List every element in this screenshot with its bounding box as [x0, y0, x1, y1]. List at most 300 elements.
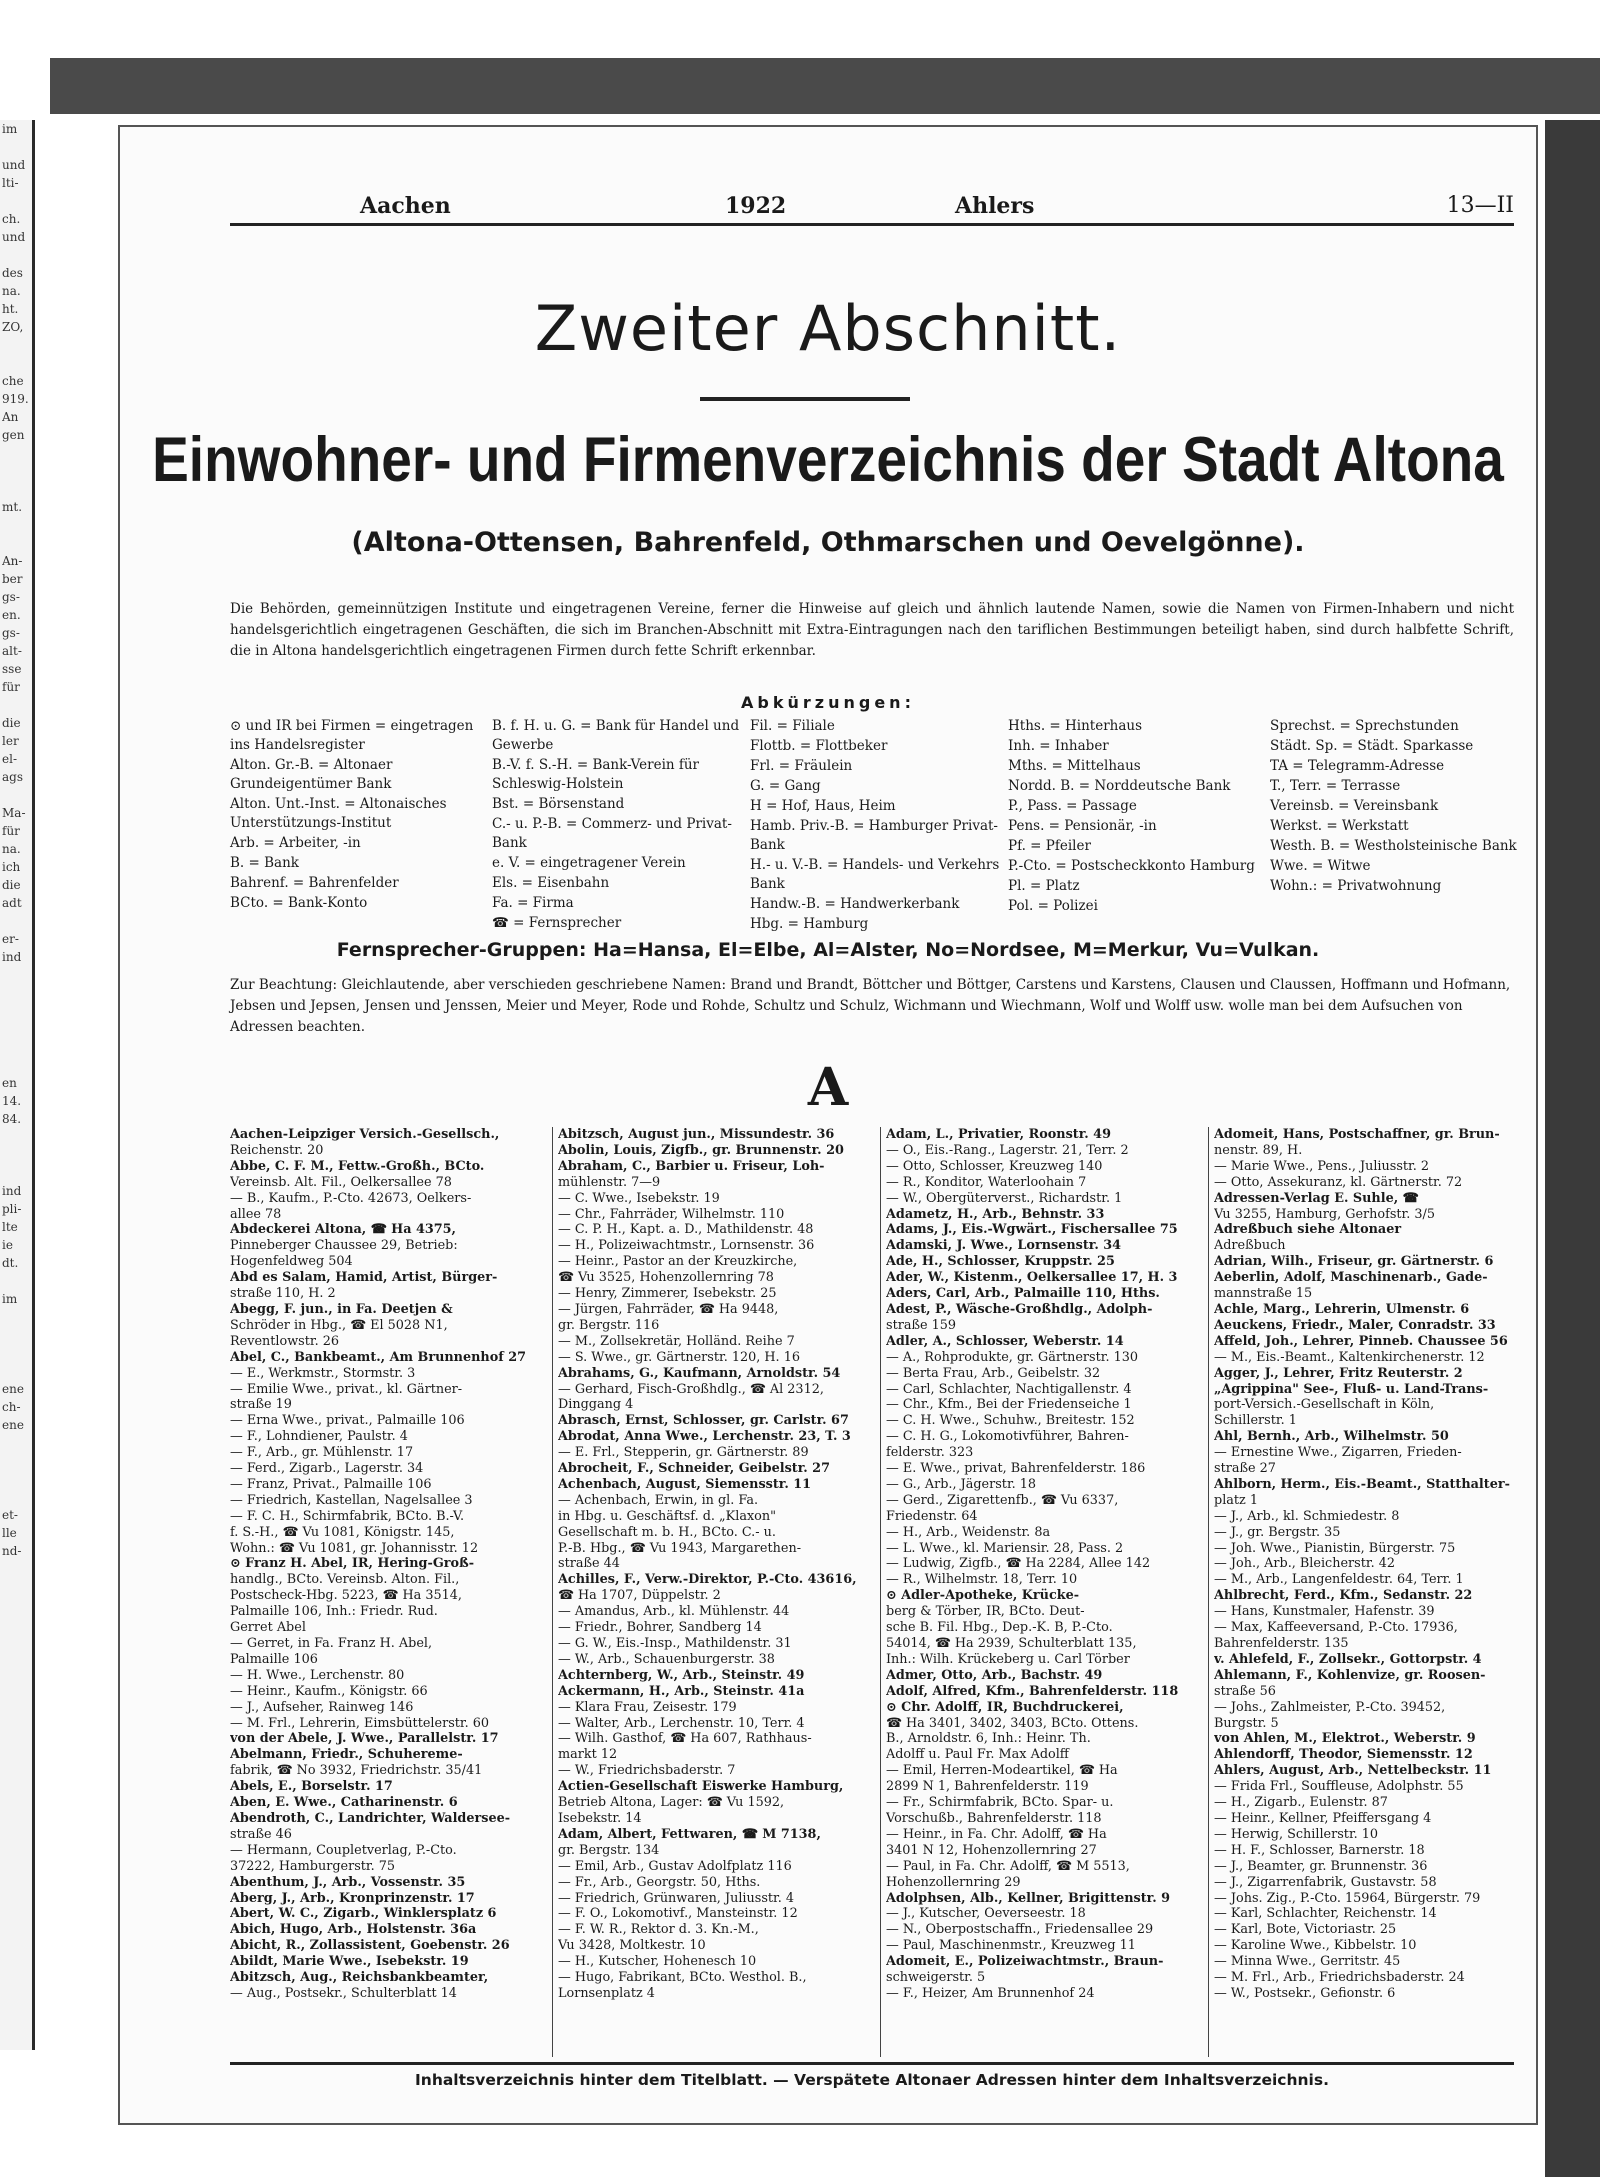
- abbr-entry: Werkst. = Werkstatt: [1270, 818, 1409, 834]
- left-page-fragment: [2, 1164, 32, 1182]
- directory-entry: — Berta Frau, Arb., Geibelstr. 32: [886, 1365, 1101, 1381]
- directory-entry: von der Abele, J. Wwe., Parallelstr. 17: [230, 1731, 499, 1747]
- directory-entry: — N., Oberpostschaffn., Friedensallee 29: [886, 1922, 1154, 1938]
- abbr-entry: Alton. Gr.-B. = Altonaer Grundeigentümer Bank: [230, 757, 393, 792]
- left-page-fragment: sse: [2, 662, 22, 676]
- abbr-entry: Westh. B. = Westholsteinische Bank: [1270, 838, 1517, 854]
- abbr-entry: P.-Cto. = Postscheckkonto Hamburg: [1008, 858, 1255, 874]
- directory-page: [118, 125, 1538, 2125]
- left-page-fragment: [2, 1308, 32, 1326]
- abbr-entry: Wwe. = Witwe: [1270, 858, 1371, 874]
- directory-entry: Admer, Otto, Arb., Bachstr. 49: [886, 1667, 1103, 1683]
- directory-entry: — C. H. G., Lokomotivführer, Bahren-: [886, 1429, 1129, 1445]
- directory-entry: Adam, Albert, Fettwaren, ☎ M 7138,: [558, 1826, 821, 1842]
- directory-entry: Adomeit, E., Polizeiwachtmstr., Braun-: [886, 1954, 1164, 1970]
- directory-entry: port-Versich.-Gesellschaft in Köln,: [1214, 1397, 1435, 1413]
- abbr-entry: B. f. H. u. G. = Bank für Handel und Gewerbe: [492, 718, 740, 753]
- left-page-fragment: alt-: [2, 644, 22, 658]
- directory-entry: Abildt, Marie Wwe., Isebekstr. 19: [230, 1954, 469, 1970]
- directory-entry: f. S.-H., ☎ Vu 1081, Königstr. 145,: [230, 1524, 455, 1540]
- left-page-fragment: [2, 1344, 32, 1362]
- directory-entry: Dinggang 4: [558, 1397, 634, 1413]
- directory-entry: — F., Heizer, Am Brunnenhof 24: [886, 1985, 1095, 2001]
- directory-entry: — Karl, Schlachter, Reichenstr. 14: [1214, 1906, 1437, 1922]
- directory-entry: ⊙ Franz H. Abel, IR, Hering-Groß-: [230, 1556, 475, 1572]
- directory-entry: — H., Zigarb., Eulenstr. 87: [1214, 1795, 1388, 1811]
- directory-entry: — Joh., Arb., Bleicherstr. 42: [1214, 1556, 1395, 1572]
- left-page-fragment: er-: [2, 932, 19, 946]
- abbr-entry: Sprechst. = Sprechstunden: [1270, 718, 1459, 734]
- left-page-fragment: ZO,: [2, 320, 24, 334]
- directory-entry: Aeuckens, Friedr., Maler, Conradstr. 33: [1214, 1317, 1496, 1333]
- directory-entry: Abendroth, C., Landrichter, Waldersee-: [230, 1810, 511, 1826]
- directory-entry: Actien-Gesellschaft Eiswerke Hamburg,: [558, 1779, 844, 1795]
- abbr-entry: ⊙ und IR bei Firmen = eingetragen ins Handelsregister: [230, 718, 474, 753]
- abbr-entry: Frl. = Fräulein: [750, 758, 853, 774]
- directory-entry: ☎ Vu 3525, Hohenzollernring 78: [558, 1270, 774, 1286]
- column-divider: [1208, 1127, 1209, 2057]
- directory-entry: — W., Obergüterverst., Richardstr. 1: [886, 1190, 1123, 1206]
- directory-entry: — H., Arb., Weidenstr. 8a: [886, 1524, 1051, 1540]
- left-page-fragment: mt.: [2, 500, 23, 514]
- directory-entry: — Achenbach, Erwin, in gl. Fa.: [558, 1492, 759, 1508]
- left-page-fragment: [2, 1326, 32, 1344]
- left-page-fragment: en: [2, 1076, 17, 1090]
- directory-entry: Aeberlin, Adolf, Maschinenarb., Gade-: [1214, 1270, 1488, 1286]
- abbr-column: [1270, 717, 1525, 897]
- left-page-fragment: [2, 966, 32, 984]
- directory-entry: straße 44: [558, 1556, 620, 1572]
- abbr-entry: Arb. = Arbeiter, -in: [230, 835, 361, 851]
- directory-entry: Vorschußb., Bahrenfelderstr. 118: [886, 1810, 1102, 1826]
- directory-entry: 54014, ☎ Ha 2939, Schulterblatt 135,: [886, 1636, 1137, 1651]
- left-page-fragment: gen: [2, 428, 25, 442]
- directory-entry: 2899 N 1, Bahrenfelderstr. 119: [886, 1779, 1089, 1795]
- directory-entry: — Karoline Wwe., Kibbelstr. 10: [1214, 1938, 1417, 1954]
- left-page-fragment: [2, 1362, 32, 1380]
- left-page-fragment: lle: [2, 1526, 17, 1540]
- directory-entry: — O., Eis.-Rang., Lagerstr. 21, Terr. 2: [886, 1142, 1129, 1158]
- section-title: Zweiter Abschnitt.: [534, 292, 1122, 365]
- directory-entry: Adams, J., Eis.-Wgwärt., Fischersallee 75: [886, 1222, 1178, 1238]
- directory-entry: straße 46: [230, 1826, 292, 1842]
- directory-entry: — W., Postsekr., Gefionstr. 6: [1214, 1985, 1396, 2001]
- left-page-fragment: 919.: [2, 392, 29, 406]
- abbr-entry: Els. = Eisenbahn: [492, 875, 610, 891]
- directory-entry: Abitzsch, Aug., Reichsbankbeamter,: [230, 1970, 489, 1986]
- directory-entry: — G., Arb., Jägerstr. 18: [886, 1476, 1037, 1492]
- abbr-entry: Wohn.: = Privatwohnung: [1270, 878, 1442, 894]
- left-page-fragment: na.: [2, 842, 21, 856]
- directory-entry: — E., Werkmstr., Stormstr. 3: [230, 1365, 416, 1381]
- directory-entry: straße 27: [1214, 1461, 1276, 1477]
- left-page-fragment: ind: [2, 1184, 22, 1198]
- directory-entry: — Otto, Schlosser, Kreuzweg 140: [886, 1158, 1103, 1174]
- abbr-entry: Bst. = Börsenstand: [492, 796, 625, 812]
- directory-entry: Palmaille 106, Inh.: Friedr. Rud.: [230, 1604, 438, 1620]
- left-page-fragment: [2, 1020, 32, 1038]
- directory-entry: — H., Kutscher, Hohenesch 10: [558, 1954, 757, 1970]
- directory-entry: Adomeit, Hans, Postschaffner, gr. Brun-: [1214, 1127, 1500, 1142]
- directory-entry: — Gerhard, Fisch-Großhdlg., ☎ Al 2312,: [558, 1381, 824, 1397]
- page-number: 13—II: [1446, 193, 1514, 218]
- directory-entry: — Johs., Zahlmeister, P.-Cto. 39452,: [1214, 1699, 1446, 1715]
- abbr-entry: B.-V. f. S.-H. = Bank-Verein für Schleswig-Holstein: [492, 757, 700, 792]
- left-page-fragment: [2, 1470, 32, 1488]
- abbr-entry: Hamb. Priv.-B. = Hamburger Privat-Bank: [750, 818, 998, 853]
- column-divider: [552, 1127, 553, 2057]
- directory-entry: Aben, E. Wwe., Catharinenstr. 6: [230, 1795, 458, 1811]
- directory-entry: Palmaille 106: [230, 1651, 318, 1667]
- directory-entry: Agger, J., Lehrer, Fritz Reuterstr. 2: [1214, 1365, 1463, 1381]
- abbr-entry: H = Hof, Haus, Heim: [750, 798, 896, 814]
- directory-entry: — Heinr., in Fa. Chr. Adolff, ☎ Ha: [886, 1826, 1107, 1842]
- left-page-fragment: An-: [2, 554, 23, 568]
- directory-entry: — Aug., Postsekr., Schulterblatt 14: [230, 1985, 457, 2001]
- directory-entry: handlg., BCto. Vereinsb. Alton. Fil.,: [230, 1572, 460, 1588]
- left-page-fragment: dt.: [2, 1256, 19, 1270]
- abbr-entry: T., Terr. = Terrasse: [1270, 778, 1401, 794]
- left-page-fragment: gs-: [2, 590, 20, 604]
- directory-entry: Hohenzollernring 29: [886, 1874, 1021, 1890]
- directory-entry: felderstr. 323: [886, 1445, 974, 1461]
- directory-entry: — J., gr. Bergstr. 35: [1214, 1524, 1341, 1540]
- directory-entry: mühlenstr. 7—9: [558, 1174, 661, 1190]
- left-page-fragment: [2, 534, 32, 552]
- directory-entry: — Gerd., Zigarettenfb., ☎ Vu 6337,: [886, 1492, 1119, 1508]
- directory-entry: gr. Bergstr. 116: [558, 1317, 660, 1333]
- directory-entry: — J., Arb., kl. Schmiedestr. 8: [1214, 1508, 1400, 1524]
- directory-entry: — M. Frl., Arb., Friedrichsbaderstr. 24: [1214, 1970, 1465, 1986]
- left-page-fragment: [2, 444, 32, 462]
- directory-entry: Pinneberger Chaussee 29, Betrieb:: [230, 1238, 458, 1254]
- directory-entry: Abenthum, J., Arb., Vossenstr. 35: [230, 1874, 466, 1890]
- abbr-entry: Vereinsb. = Vereinsbank: [1270, 798, 1439, 814]
- directory-entry: — Ludwig, Zigfb., ☎ Ha 2284, Allee 142: [886, 1556, 1151, 1572]
- directory-entry: Abels, E., Borselstr. 17: [230, 1779, 393, 1795]
- left-page-fragment: [2, 1056, 32, 1074]
- directory-entry: Inh.: Wilh. Krückeberg u. Carl Törber: [886, 1651, 1130, 1667]
- directory-entry: Adolf, Alfred, Kfm., Bahrenfelderstr. 118: [886, 1683, 1179, 1699]
- directory-entry: Abrahams, G., Kaufmann, Arnoldstr. 54: [558, 1365, 841, 1381]
- attention-note: Zur Beachtung: Gleichlautende, aber verschieden geschriebene Namen: Brand und Brandt, Böttcher und Böttger, Carstens und Karstens, Clausen und Claussen, Hoffmann und Hofmann, Jebsen und Jepsen, Jensen und Jenssen, Meier und Meyer, Rode und Rohde, Schultz und Schulz, Wichmann und Wiechmann, Wolf und Wolff usw. wolle man bei dem Aufsuchen von Adressen beachten.: [230, 977, 1511, 1035]
- directory-entry: — R., Wilhelmstr. 18, Terr. 10: [886, 1572, 1078, 1588]
- directory-entry: „Agrippina" See-, Fluß- u. Land-Trans-: [1214, 1381, 1489, 1397]
- directory-entry: — Emil, Arb., Gustav Adolfplatz 116: [558, 1858, 792, 1874]
- directory-title: Einwohner- und Firmenverzeichnis der Stadt Altona: [152, 423, 1504, 495]
- left-page-fragment: nd-: [2, 1544, 22, 1558]
- directory-entry: ⊙ Adler-Apotheke, Krücke-: [886, 1588, 1080, 1604]
- page-footer: Inhaltsverzeichnis hinter dem Titelblatt. — Verspätete Altonaer Adressen hinter dem Inhaltsverzeichnis.: [230, 2062, 1514, 2089]
- directory-entry: — M., Zollsekretär, Holländ. Reihe 7: [558, 1333, 795, 1349]
- directory-entry: 3401 N 12, Hohenzollernring 27: [886, 1842, 1097, 1858]
- directory-entry: ☎ Ha 3401, 3402, 3403, BCto. Ottens.: [886, 1715, 1139, 1731]
- left-page-fragment: Ma-: [2, 806, 26, 820]
- section-letter: A: [807, 1057, 849, 1118]
- directory-entry: — J., Beamter, gr. Brunnenstr. 36: [1214, 1858, 1428, 1874]
- directory-entry: Ahlborn, Herm., Eis.-Beamt., Statthalter-: [1214, 1476, 1510, 1492]
- directory-entry: Abrodat, Anna Wwe., Lerchenstr. 23, T. 3: [558, 1429, 851, 1445]
- directory-entry: Adreßbuch: [1214, 1238, 1286, 1254]
- directory-entry: — Minna Wwe., Gerritstr. 45: [1214, 1954, 1401, 1970]
- left-page-fragment: ler: [2, 734, 19, 748]
- directory-entry: — L. Wwe., kl. Mariensir. 28, Pass. 2: [886, 1540, 1124, 1556]
- left-page-fragment: lte: [2, 1220, 18, 1234]
- directory-entry: Ahlemann, F., Kohlenvize, gr. Roosen-: [1214, 1667, 1486, 1683]
- abbr-entry: ☎ = Fernsprecher: [492, 915, 622, 931]
- directory-entry: Adreßbuch siehe Altonaer: [1214, 1222, 1402, 1238]
- left-page-fragment: 14.: [2, 1094, 22, 1108]
- directory-entry: Adler, A., Schlosser, Weberstr. 14: [886, 1333, 1124, 1349]
- directory-entry: Abrocheit, F., Schneider, Geibelstr. 27: [558, 1461, 830, 1477]
- directory-entry: — Chr., Fahrräder, Wilhelmstr. 110: [558, 1206, 785, 1222]
- directory-entry: straße 56: [1214, 1683, 1276, 1699]
- directory-entry: — Emil, Herren-Modeartikel, ☎ Ha: [886, 1763, 1118, 1779]
- abbr-entry: Alton. Unt.-Inst. = Altonaisches Unterstützungs-Institut: [230, 796, 447, 831]
- directory-entry: Adamski, J. Wwe., Lornsenstr. 34: [886, 1238, 1122, 1254]
- header-year: 1922: [725, 193, 787, 219]
- directory-entry: Abolin, Louis, Zigfb., gr. Brunnenstr. 20: [558, 1142, 844, 1158]
- directory-entry: — E. Wwe., privat, Bahrenfelderstr. 186: [886, 1461, 1146, 1477]
- districts-subtitle: (Altona-Ottensen, Bahrenfeld, Othmarschen und Oevelgönne).: [351, 527, 1305, 558]
- directory-entry: — Chr., Kfm., Bei der Friedenseiche 1: [886, 1397, 1132, 1413]
- left-page-fragment: che: [2, 374, 24, 388]
- directory-entry: Adolff u. Paul Fr. Max Adolff: [886, 1747, 1069, 1763]
- abbr-entry: Hbg. = Hamburg: [750, 916, 869, 932]
- directory-entry: — F., Lohndiener, Paulstr. 4: [230, 1429, 408, 1445]
- directory-entry: — Marie Wwe., Pens., Juliusstr. 2: [1214, 1158, 1430, 1174]
- abbr-entry: Pens. = Pensionär, -in: [1008, 818, 1157, 834]
- directory-entry: ☎ Ha 1707, Düppelstr. 2: [558, 1588, 721, 1604]
- left-page-fragment: [2, 1452, 32, 1470]
- directory-entry: — Friedrich, Kastellan, Nagelsallee 3: [230, 1492, 473, 1508]
- directory-entry: Wohn.: ☎ Vu 1081, gr. Johannisstr. 12: [230, 1540, 479, 1556]
- left-page-fragment: gs-: [2, 626, 20, 640]
- left-page-fragment: [2, 1128, 32, 1146]
- left-page-fragment: An: [2, 410, 19, 424]
- left-page-fragment: el-: [2, 752, 17, 766]
- directory-entry: Gesellschaft m. b. H., BCto. C.- u.: [558, 1524, 776, 1540]
- left-page-fragment: die: [2, 878, 21, 892]
- directory-entry: Lornsenplatz 4: [558, 1985, 655, 2001]
- directory-entry: — Frida Frl., Souffleuse, Adolphstr. 55: [1214, 1779, 1464, 1795]
- left-page-fragment: [2, 1488, 32, 1506]
- directory-entry: platz 1: [1214, 1492, 1259, 1508]
- directory-entry: Ackermann, H., Arb., Steinstr. 41a: [558, 1683, 805, 1699]
- directory-entry: schweigerstr. 5: [886, 1970, 986, 1986]
- abbreviations-table: [230, 717, 1517, 935]
- directory-entry: Schröder in Hbg., ☎ El 5028 N1,: [230, 1317, 448, 1333]
- scan-top-band: [50, 58, 1600, 114]
- directory-entry: — M., Arb., Langenfeldestr. 64, Terr. 1: [1214, 1572, 1464, 1588]
- entry-column: [230, 1127, 548, 2057]
- abbr-entry: H.- u. V.-B. = Handels- und Verkehrs Bank: [750, 857, 1000, 892]
- directory-entry: Ahl, Bernh., Arb., Wilhelmstr. 50: [1214, 1429, 1449, 1445]
- directory-entry: straße 159: [886, 1317, 957, 1333]
- left-page-fragment: et-: [2, 1508, 18, 1522]
- directory-entry: — Erna Wwe., privat., Palmaille 106: [230, 1413, 465, 1429]
- abbr-entry: Pf. = Pfeiler: [1008, 838, 1091, 854]
- directory-entry: Adressen-Verlag E. Suhle, ☎: [1214, 1190, 1419, 1206]
- directory-entry: — Carl, Schlachter, Nachtigallenstr. 4: [886, 1381, 1132, 1397]
- directory-entry: Adametz, H., Arb., Behnstr. 33: [886, 1206, 1105, 1222]
- directory-entry: — Max, Kaffeeversand, P.-Cto. 17936,: [1214, 1620, 1458, 1636]
- directory-entry: markt 12: [558, 1747, 618, 1763]
- directory-entry: — Ferd., Zigarb., Lagerstr. 34: [230, 1461, 424, 1477]
- directory-entry: Ahlendorff, Theodor, Siemensstr. 12: [1214, 1747, 1473, 1763]
- left-page-fragment: ber: [2, 572, 23, 586]
- abbr-entry: C.- u. P.-B. = Commerz- und Privat-Bank: [492, 816, 732, 851]
- abbr-entry: Handw.-B. = Handwerkerbank: [750, 896, 960, 912]
- directory-entry: Abitzsch, August jun., Missundestr. 36: [558, 1127, 835, 1142]
- left-page-fragment: [2, 192, 32, 210]
- left-page-fragment: [2, 912, 32, 930]
- directory-entry: Aberg, J., Arb., Kronprinzenstr. 17: [230, 1890, 475, 1906]
- directory-entry: mannstraße 15: [1214, 1286, 1313, 1302]
- directory-entry: Adrian, Wilh., Friseur, gr. Gärtnerstr. 6: [1214, 1254, 1494, 1270]
- directory-entry: — Herwig, Schillerstr. 10: [1214, 1826, 1379, 1842]
- left-page-fragment: [2, 696, 32, 714]
- left-page-fragment: die: [2, 716, 21, 730]
- left-page-fragment: im: [2, 1292, 18, 1306]
- left-page-fragment: und: [2, 158, 26, 172]
- directory-entry: — E. Frl., Stepperin, gr. Gärtnerstr. 89: [558, 1445, 809, 1461]
- abbr-entry: Flottb. = Flottbeker: [750, 738, 888, 754]
- abbr-entry: Bahrenf. = Bahrenfelder: [230, 875, 399, 891]
- left-page-fragment: ene: [2, 1418, 24, 1432]
- directory-entry: Ade, H., Schlosser, Kruppstr. 25: [886, 1254, 1115, 1270]
- abbr-entry: P., Pass. = Passage: [1008, 798, 1137, 814]
- directory-entry: Friedenstr. 64: [886, 1508, 978, 1524]
- directory-entry: — M. Frl., Lehrerin, Eimsbüttelerstr. 60: [230, 1715, 490, 1731]
- left-page-fragment: [2, 462, 32, 480]
- directory-entry: straße 19: [230, 1397, 292, 1413]
- directory-entry: — Friedrich, Grünwaren, Juliusstr. 4: [558, 1890, 795, 1906]
- left-page-fragment: ind: [2, 950, 22, 964]
- abbreviations-heading: Abkürzungen:: [741, 693, 915, 712]
- directory-entry: Abbe, C. F. M., Fettw.-Großh., BCto.: [230, 1158, 485, 1174]
- directory-entry: Burgstr. 5: [1214, 1715, 1279, 1731]
- entry-columns: [230, 1127, 1514, 2057]
- directory-entry: — Franz, Privat., Palmaille 106: [230, 1476, 432, 1492]
- directory-entry: — Gerret, in Fa. Franz H. Abel,: [230, 1636, 433, 1651]
- abbr-entry: Nordd. B. = Norddeutsche Bank: [1008, 778, 1231, 794]
- directory-entry: straße 110, H. 2: [230, 1286, 336, 1302]
- directory-entry: — H., Polizeiwachtmstr., Lornsenstr. 36: [558, 1238, 815, 1254]
- directory-entry: fabrik, ☎ No 3932, Friedrichstr. 35/41: [230, 1763, 483, 1779]
- directory-entry: — Paul, Maschinenmstr., Kreuzweg 11: [886, 1938, 1136, 1954]
- directory-entry: allee 78: [230, 1206, 282, 1222]
- directory-entry: — Heinr., Pastor an der Kreuzkirche,: [558, 1254, 798, 1270]
- directory-entry: — Emilie Wwe., privat., kl. Gärtner-: [230, 1381, 463, 1397]
- directory-entry: — J., Kutscher, Oeverseestr. 18: [886, 1906, 1086, 1922]
- directory-entry: Ader, W., Kistenm., Oelkersallee 17, H. 3: [886, 1270, 1178, 1286]
- left-page-fragment: [2, 354, 32, 372]
- left-page-fragment: für: [2, 824, 20, 838]
- directory-entry: Isebekstr. 14: [558, 1810, 642, 1826]
- directory-entry: — Paul, in Fa. Chr. Adolff, ☎ M 5513,: [886, 1858, 1130, 1874]
- left-page-fragment: na.: [2, 284, 21, 298]
- abbr-entry: Hths. = Hinterhaus: [1008, 718, 1143, 734]
- directory-entry: Adest, P., Wäsche-Großhdlg., Adolph-: [886, 1301, 1153, 1317]
- left-page-fragment: im: [2, 122, 18, 136]
- left-page-fragment: [2, 1038, 32, 1056]
- directory-entry: Abelmann, Friedr., Schuhereme-: [230, 1747, 463, 1763]
- abbr-entry: e. V. = eingetragener Verein: [492, 855, 686, 871]
- left-page-fragment: [2, 516, 32, 534]
- abbr-entry: Inh. = Inhaber: [1008, 738, 1109, 754]
- directory-entry: nenstr. 89, H.: [1214, 1142, 1303, 1158]
- intro-paragraph: Die Behörden, gemeinnützigen Institute und eingetragenen Vereine, ferner die Hinweise auf gleich und ähnlich lautende Namen, sowie die Namen von Firmen-Inhabern und nicht handelsgerichtlich eingetragenen Geschäften, die sich im Branchen-Abschnitt mit Extra-Eintragungen nach den tariflichen Bestimmungen beteiligt haben, sind durch halbfette Schrift, die in Altona handelsgerichtlich eingetragenen Firmen durch fette Schrift erkennbar.: [230, 601, 1514, 659]
- left-page-fragment: ags: [2, 770, 23, 784]
- left-page-fragment: des: [2, 266, 23, 280]
- abbr-entry: B. = Bank: [230, 855, 299, 871]
- directory-entry: — C. Wwe., Isebekstr. 19: [558, 1190, 720, 1206]
- directory-entry: — C. H. Wwe., Schuhw., Breitestr. 152: [886, 1413, 1135, 1429]
- directory-entry: — Amandus, Arb., kl. Mühlenstr. 44: [558, 1604, 790, 1620]
- directory-entry: Vu 3255, Hamburg, Gerhofstr. 3/5: [1214, 1206, 1435, 1222]
- header-left: Aachen: [360, 193, 451, 219]
- left-page-fragment: lti-: [2, 176, 19, 190]
- directory-entry: — Hans, Kunstmaler, Hafenstr. 39: [1214, 1604, 1435, 1620]
- header-right: Ahlers: [955, 193, 1035, 219]
- directory-entry: — A., Rohprodukte, gr. Gärtnerstr. 130: [886, 1349, 1139, 1365]
- directory-entry: Vereinsb. Alt. Fil., Oelkersallee 78: [230, 1174, 452, 1190]
- directory-entry: Gerret Abel: [230, 1620, 306, 1636]
- left-page-fragment: [2, 1434, 32, 1452]
- left-page-fragment: [2, 246, 32, 264]
- directory-entry: berg & Törber, IR, BCto. Deut-: [886, 1604, 1085, 1620]
- directory-entry: gr. Bergstr. 134: [558, 1842, 660, 1858]
- left-page-fragment: 84.: [2, 1112, 22, 1126]
- entry-column: [1214, 1127, 1532, 2057]
- abbr-column: [1008, 717, 1263, 917]
- directory-entry: — Joh. Wwe., Pianistin, Bürgerstr. 75: [1214, 1540, 1456, 1556]
- directory-entry: — Johs. Zig., P.-Cto. 15964, Bürgerstr. 79: [1214, 1890, 1481, 1906]
- abbr-entry: Pl. = Platz: [1008, 878, 1080, 894]
- directory-entry: — W., Arb., Schauenburgerstr. 38: [558, 1651, 775, 1667]
- left-page-fragment: ich: [2, 860, 21, 874]
- directory-entry: Adolphsen, Alb., Kellner, Brigittenstr. 9: [886, 1890, 1171, 1906]
- directory-entry: — F. C. H., Schirmfabrik, BCto. B.-V.: [230, 1508, 465, 1524]
- directory-entry: — G. W., Eis.-Insp., Mathildenstr. 31: [558, 1636, 792, 1651]
- abbr-entry: Mths. = Mittelhaus: [1008, 758, 1141, 774]
- directory-entry: Abdeckerei Altona, ☎ Ha 4375,: [230, 1222, 457, 1238]
- left-page-fragment: ch-: [2, 1400, 21, 1414]
- left-page-fragment: [2, 336, 32, 354]
- directory-entry: Abrasch, Ernst, Schlosser, gr. Carlstr. 67: [558, 1413, 849, 1429]
- directory-entry: — C. P. H., Kapt. a. D., Mathildenstr. 48: [558, 1222, 814, 1238]
- directory-entry: — F. O., Lokomotivf., Mansteinstr. 12: [558, 1906, 798, 1922]
- directory-entry: — Hugo, Fabrikant, BCto. Westhol. B.,: [558, 1970, 807, 1986]
- directory-entry: Bahrenfelderstr. 135: [1214, 1636, 1349, 1651]
- directory-entry: Achilles, F., Verw.-Direktor, P.-Cto. 43616,: [558, 1572, 857, 1588]
- directory-entry: Abel, C., Bankbeamt., Am Brunnenhof 27: [230, 1349, 527, 1365]
- directory-entry: — Karl, Bote, Victoriastr. 25: [1214, 1922, 1397, 1938]
- entry-column: [886, 1127, 1204, 2057]
- directory-entry: — W., Friedrichsbaderstr. 7: [558, 1763, 736, 1779]
- directory-entry: Adam, L., Privatier, Roonstr. 49: [886, 1127, 1111, 1142]
- directory-entry: Aders, Carl, Arb., Palmaille 110, Hths.: [886, 1286, 1160, 1302]
- directory-entry: — Fr., Schirmfabrik, BCto. Spar- u.: [886, 1795, 1114, 1811]
- directory-entry: Affeld, Joh., Lehrer, Pinneb. Chaussee 56: [1214, 1333, 1508, 1349]
- directory-entry: — Jürgen, Fahrräder, ☎ Ha 9448,: [558, 1301, 779, 1317]
- directory-entry: P.-B. Hbg., ☎ Vu 1943, Margarethen-: [558, 1540, 802, 1556]
- directory-entry: Vu 3428, Moltkestr. 10: [558, 1938, 706, 1954]
- directory-entry: B., Arnoldstr. 6, Inh.: Heinr. Th.: [886, 1731, 1091, 1747]
- left-page-fragment: [2, 480, 32, 498]
- left-page-fragment: ene: [2, 1382, 24, 1396]
